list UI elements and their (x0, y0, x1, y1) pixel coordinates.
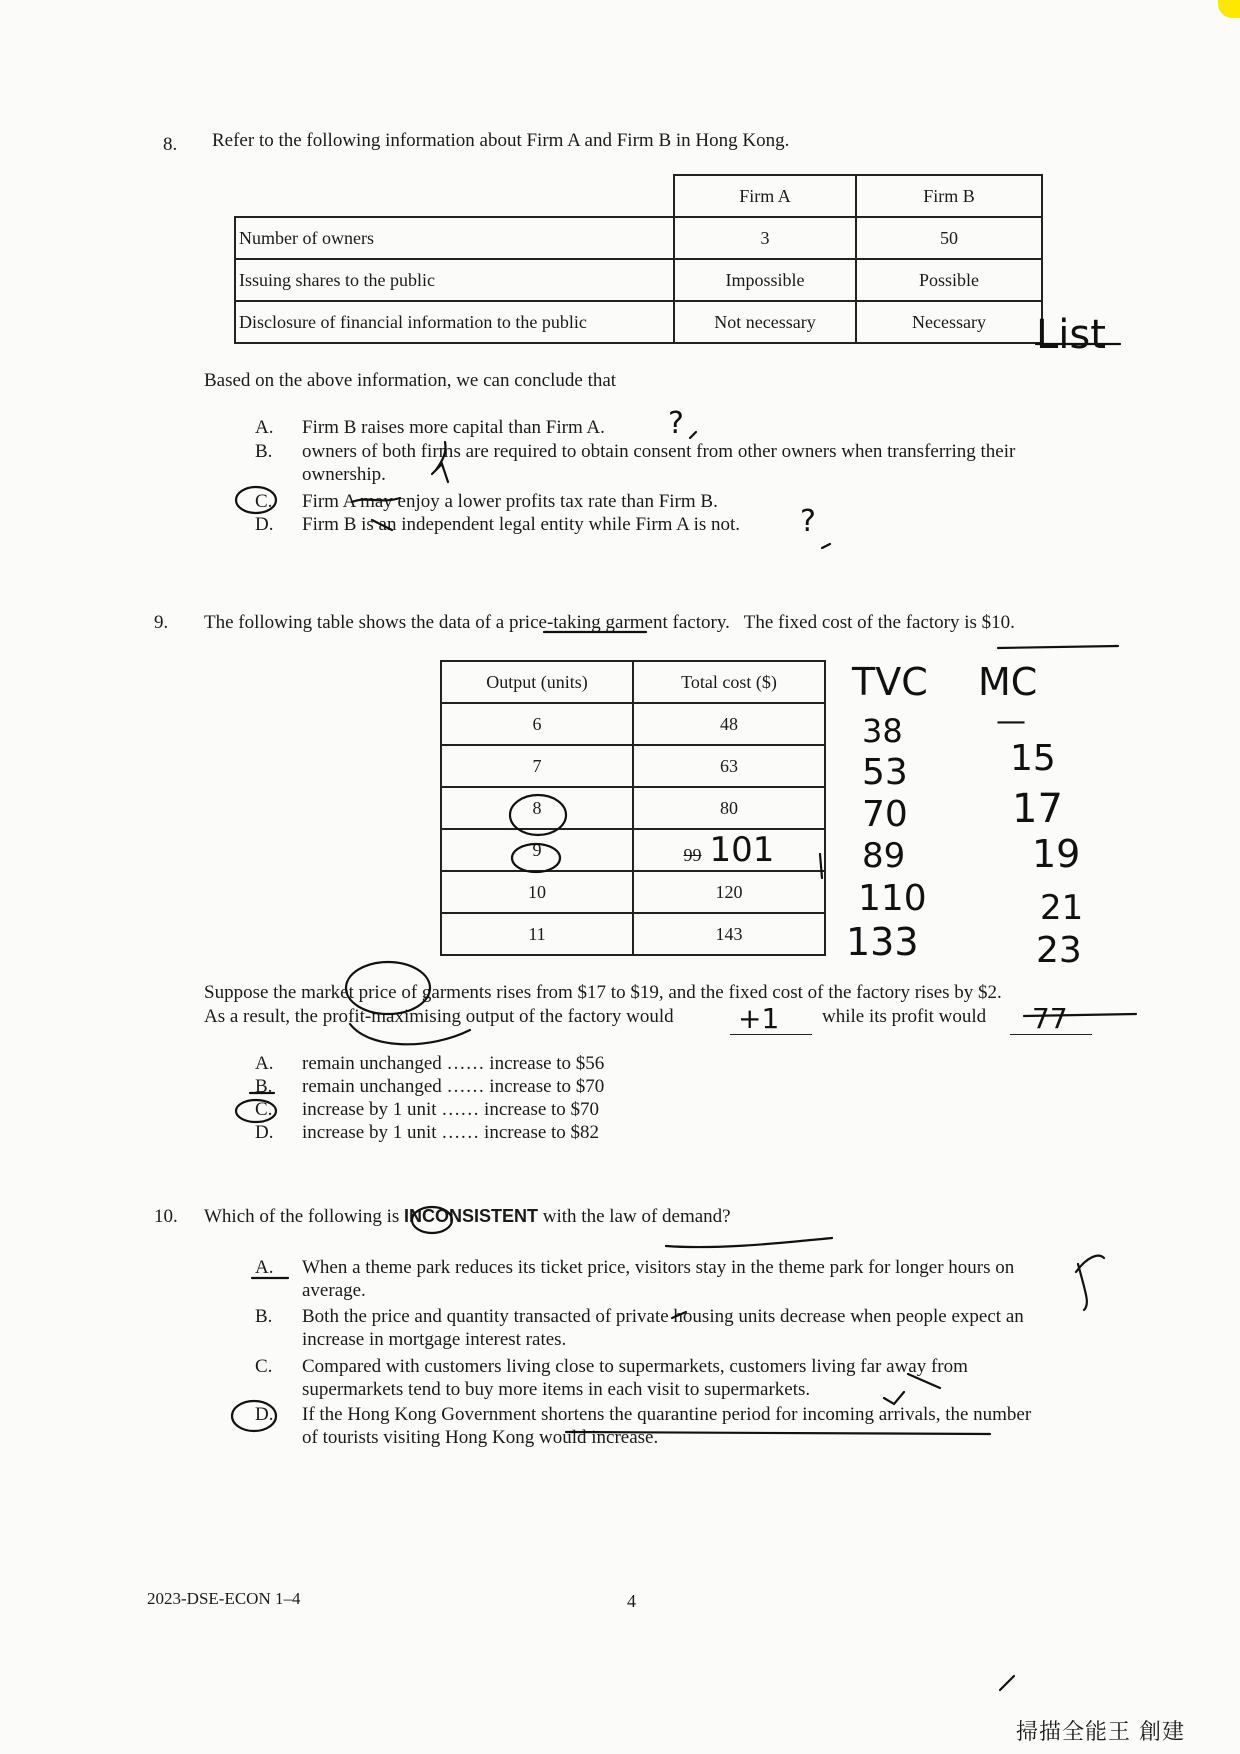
handwritten-mc-header: MC (978, 660, 1038, 704)
table-cell: 10 (441, 871, 633, 913)
q9-option-b: remain unchanged …… increase to $70 (302, 1076, 605, 1097)
table-cell: Issuing shares to the public (235, 259, 674, 301)
tick-mark (690, 432, 696, 438)
tick-mark (822, 544, 830, 548)
q8-option-d: Firm B is an independent legal entity while Firm A is not. (302, 514, 741, 535)
table-cell: 143 (633, 913, 825, 955)
q10-option-b-letter: B. (255, 1306, 273, 1327)
underline-stroke (666, 1238, 832, 1247)
tick-mark (432, 464, 448, 482)
q10-option-a-letter: A. (255, 1257, 274, 1278)
handwritten-mc-value: 15 (1010, 738, 1056, 779)
table-cell: Disclosure of financial information to the public (235, 301, 674, 343)
q8-option-a: Firm B raises more capital than Firm A. (302, 417, 605, 438)
scan-speck (1000, 1676, 1014, 1690)
pen-stroke (1078, 1264, 1087, 1310)
pen-stroke (820, 854, 822, 878)
q10-option-c-letter: C. (255, 1356, 273, 1377)
q9-stem2-line1: Suppose the market price of garments rises from $17 to $19, and the fixed cost of the factory rises by $2. (204, 982, 1002, 1003)
q9-number: 9. (154, 612, 169, 633)
q9-stem2-line2a: As a result, the profit-maximising output of the factory would (204, 1006, 674, 1027)
handwritten-mc-value: 19 (1032, 832, 1081, 876)
q10-stem-emphasis: INCONSISTENT (404, 1206, 539, 1226)
handwritten-tvc-value: 70 (862, 794, 908, 835)
handwritten-tvc-value: 89 (862, 836, 906, 876)
table-cell: 3 (674, 217, 856, 259)
q9-option-d: increase by 1 unit …… increase to $82 (302, 1122, 600, 1143)
q9-option-c-letter: C. (255, 1099, 273, 1120)
q9-option-a-letter: A. (255, 1053, 274, 1074)
q10-option-d: If the Hong Kong Government shortens the quarantine period for incoming arrivals, the number (302, 1404, 1032, 1425)
strike-stroke (672, 1312, 686, 1318)
q10-number: 10. (154, 1206, 178, 1227)
q9-option-c: increase by 1 unit …… increase to $70 (302, 1099, 600, 1120)
table-cell: 80 (633, 787, 825, 829)
table-cell: 11 (441, 913, 633, 955)
table-cell: Not necessary (674, 301, 856, 343)
answer-circle (512, 844, 560, 872)
answer-circle (510, 795, 566, 835)
handwritten-blank-answer: +1 (738, 1002, 780, 1035)
q10-stem-a: Which of the following is (204, 1206, 400, 1227)
handwritten-mc-value: 17 (1012, 786, 1063, 832)
q10-option-d-letter: D. (255, 1404, 274, 1425)
q10-option-d-cont: of tourists visiting Hong Kong would increase. (302, 1427, 659, 1448)
q10-stem-c: with the law of demand? (542, 1206, 731, 1227)
handwritten-tvc-value: 53 (862, 752, 908, 793)
q10-option-b-cont: increase in mortgage interest rates. (302, 1329, 567, 1350)
table-header-output: Output (units) (441, 661, 633, 703)
table-header-total-cost: Total cost ($) (633, 661, 825, 703)
table-header-firm-a: Firm A (674, 175, 856, 217)
q8-option-c: Firm A may enjoy a lower profits tax rate than Firm B. (302, 491, 718, 512)
q8-stem: Refer to the following information about Firm A and Firm B in Hong Kong. (212, 130, 790, 151)
q9-stem: The following table shows the data of a price-taking garment factory. The fixed cost of the factory is $10. (204, 612, 1015, 633)
table-cell: Number of owners (235, 217, 674, 259)
q9-option-d-letter: D. (255, 1122, 274, 1143)
q10-option-c: Compared with customers living close to supermarkets, customers living far away from (302, 1356, 968, 1377)
footer-exam-code: 2023-DSE-ECON 1–4 (147, 1589, 301, 1608)
table-cell: Necessary (856, 301, 1042, 343)
handwritten-tvc-value: 110 (858, 878, 927, 919)
q10-option-a: When a theme park reduces its ticket price, visitors stay in the theme park for longer hours on (302, 1257, 1015, 1278)
q9-option-a: remain unchanged …… increase to $56 (302, 1053, 605, 1074)
answer-circle (236, 1100, 276, 1122)
footer-page-number: 4 (627, 1591, 636, 1611)
answer-circle (236, 487, 276, 513)
table-header-firm-b: Firm B (856, 175, 1042, 217)
handwritten-mc-value: 23 (1036, 930, 1082, 971)
answer-circle (232, 1401, 276, 1431)
table-cell: 7 (441, 745, 633, 787)
handwritten-correction: 101 (709, 830, 775, 870)
q8-option-b-cont: ownership. (302, 464, 386, 485)
handwritten-question-mark: ? (668, 406, 684, 441)
q8-option-c-letter: C. (255, 491, 273, 512)
handwritten-tvc-value: 38 (862, 712, 903, 750)
handwritten-mc-value: — (996, 704, 1026, 739)
pen-stroke (352, 498, 400, 502)
q8-option-d-letter: D. (255, 514, 274, 535)
q8-lead: Based on the above information, we can conclude that (204, 370, 617, 391)
q8-number: 8. (163, 134, 178, 155)
pen-circle (346, 962, 430, 1014)
q8-option-b-letter: B. (255, 441, 273, 462)
handwritten-question-mark: ? (800, 504, 816, 539)
q8-option-b: owners of both firms are required to obtain consent from other owners when transferring their (302, 441, 1016, 462)
q10-option-a-cont: average. (302, 1280, 366, 1301)
table-cell: Impossible (674, 259, 856, 301)
handwritten-mc-value: 21 (1040, 888, 1084, 928)
q10-option-b: Both the price and quantity transacted of private housing units decrease when people expect an (302, 1306, 1024, 1327)
underline-stroke (998, 646, 1118, 648)
table-cell: 9 (441, 829, 633, 871)
handwritten-blank-answer: 77 (1032, 1002, 1068, 1035)
scanner-watermark: 掃描全能王 創建 (1016, 1720, 1185, 1745)
handwritten-tvc-value: 133 (846, 920, 919, 964)
q10-option-c-cont: supermarkets tend to buy more items in each visit to supermarkets. (302, 1379, 811, 1400)
strike-stroke (908, 1374, 940, 1388)
q9-stem2-line2b: while its profit would (822, 1006, 987, 1027)
table-cell: 50 (856, 217, 1042, 259)
table-cell: 120 (633, 871, 825, 913)
q8-option-a-letter: A. (255, 417, 274, 438)
underline-stroke (1024, 1014, 1136, 1016)
struck-value: 99 (683, 845, 702, 865)
table-cell: Possible (856, 259, 1042, 301)
underline-stroke (566, 1432, 990, 1434)
table-cell: 63 (633, 745, 825, 787)
handwritten-list: List (1036, 312, 1106, 358)
q9-option-b-letter: B. (255, 1076, 273, 1097)
pen-circle (412, 1207, 452, 1233)
table-cell: 48 (633, 703, 825, 745)
pen-stroke (372, 520, 392, 530)
tick-mark (884, 1392, 904, 1404)
handwritten-tvc-header: TVC (852, 660, 928, 704)
table-cell: 8 (441, 787, 633, 829)
table-cell: 6 (441, 703, 633, 745)
pen-stroke (350, 1024, 470, 1044)
